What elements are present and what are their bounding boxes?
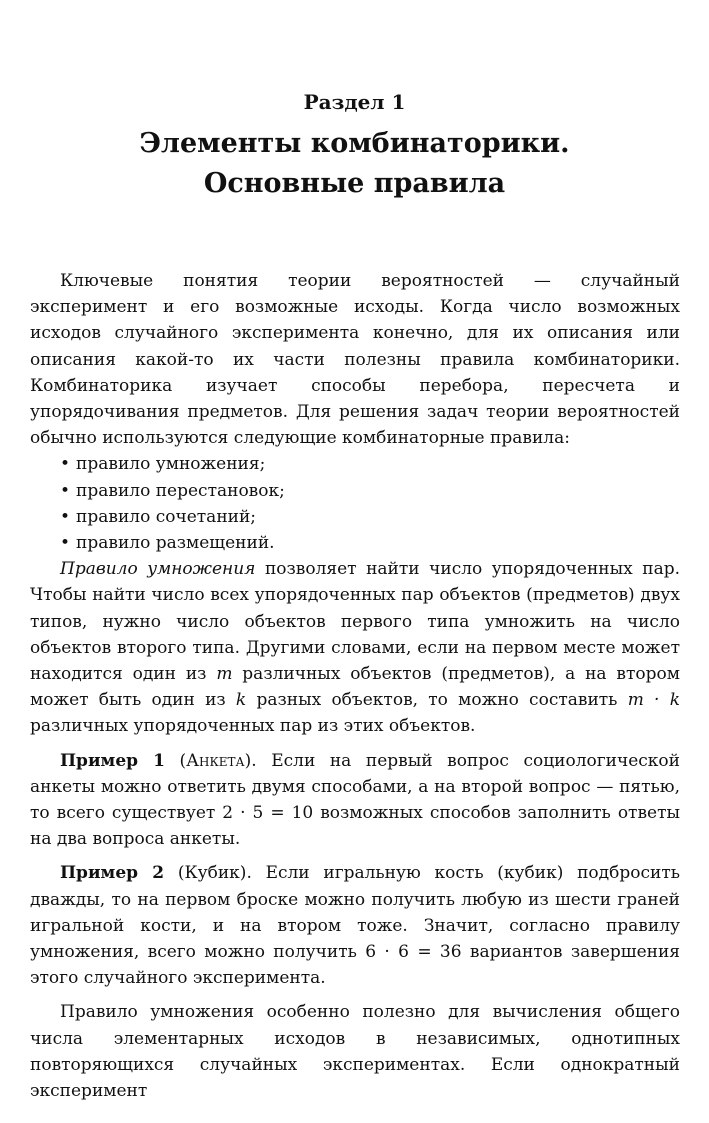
example-1: Пример 1 (Анкета). Если на первый вопрос социологической анкеты можно ответить двумя способами, а на второй вопрос — пятью, то всего существует 2 · 5 = 10 возможных способов заполнить ответы на два вопроса анкеты. — [30, 750, 681, 850]
rules-list — [30, 451, 680, 556]
example-2: Пример 2 (Кубик). Если игральную кость (кубик) подбросить дважды, то на первом броске можно получить любую из шести граней игральной кости, и на втором тоже. Значит, согласно правилу умножения, всего можно получить 6 · 6 = 36 вариантов завершения этого случайного эксперимента. — [30, 863, 681, 989]
chapter-title: Элементы комбинаторики. Основные правила — [139, 128, 570, 199]
closing-paragraph: Правило умножения особенно полезно для вычисления общего числа элементарных исходов в независимых, однотипных повторяющихся случайных экспериментах. Если однократный эксперимент — [30, 1002, 680, 1102]
example-label: Пример 1 — [60, 750, 165, 771]
body-text — [30, 268, 680, 1104]
example-label: Пример 2 — [60, 863, 165, 884]
list-item: • правило сочетаний; — [60, 506, 257, 527]
product-formula: m · k — [627, 690, 680, 711]
list-item: • правило размещений. — [60, 533, 275, 554]
section-label: Раздел 1 — [303, 90, 406, 114]
formula: 2 · 5 = 10 — [222, 803, 314, 824]
list-item: • правило умножения; — [60, 454, 266, 475]
rule-term: Правило умножения — [60, 559, 256, 580]
intro-paragraph: Ключевые понятия теории вероятностей — случайный эксперимент и его возможные исходы. Когда число возможных исходов случайного эксперимента конечно, для их описания или описания какой-то их части полезны правила комбинаторики. Комбинаторика изучает способы перебора, пересчета и упорядочивания предметов. Для решения задач теории вероятностей обычно используются следующие комбинаторные правила: — [30, 271, 680, 449]
formula: 6 · 6 = 36 — [365, 942, 462, 963]
list-item: • правило перестановок; — [60, 480, 285, 501]
multiplication-rule-paragraph: Правило умножения позволяет найти число упорядоченных пар. Чтобы найти число всех упорядоченных пар объектов (предметов) двух типов, нужно число объектов первого типа умножить на число объектов второго типа. Другими словами, если на первом месте может находится один из m различных объектов (предметов), а на втором может быть один из k разных объектов, то можно составить m · k различных упорядоченных пар из этих объектов. — [30, 559, 680, 737]
